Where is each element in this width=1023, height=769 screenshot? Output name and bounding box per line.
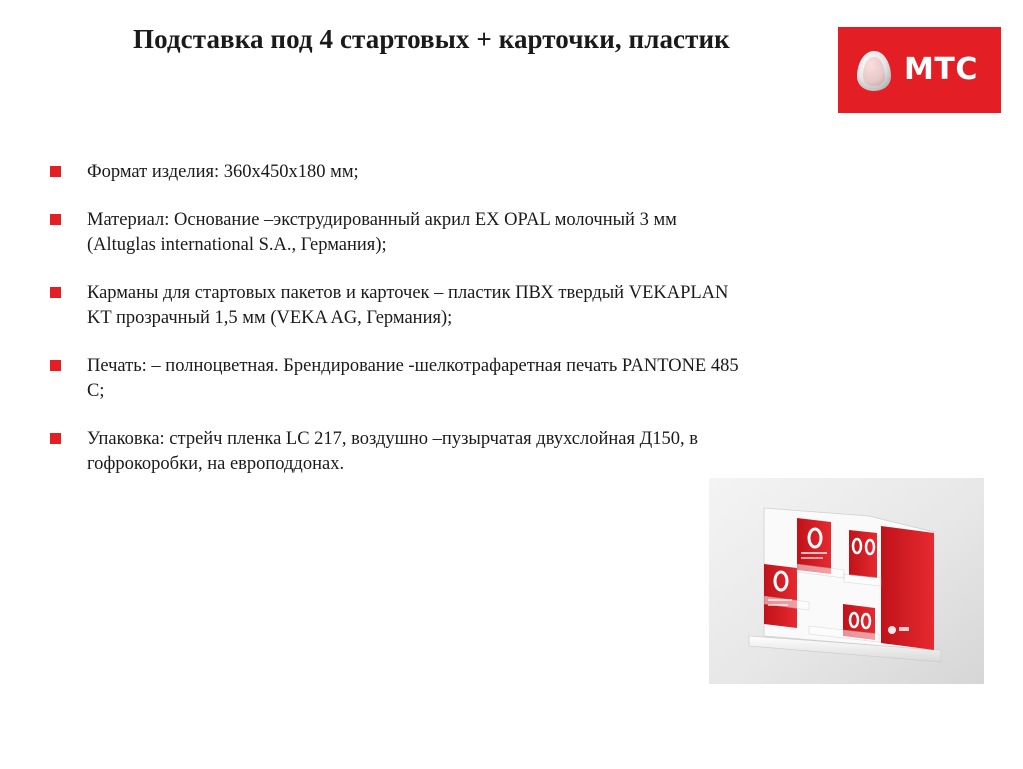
- list-item: [50, 281, 750, 331]
- bullet-marker: [50, 214, 61, 225]
- list-item: [50, 427, 750, 477]
- spec-packaging: Упаковка: стрейч пленка LC 217, воздушно –пузырчатая двухслойная Д150, в гофрокоробки, на европоддонах.: [87, 429, 698, 474]
- page-title: Подставка под 4 стартовых + карточки, пластик: [133, 24, 730, 54]
- product-photo: [709, 478, 984, 684]
- spec-format: Формат изделия: 360х450х180 мм;: [87, 162, 359, 182]
- bullet-marker: [50, 360, 61, 371]
- list-item: [50, 354, 750, 404]
- list-item: [50, 208, 750, 258]
- spec-pockets: Карманы для стартовых пакетов и карточек – пластик ПВХ твердый VEKAPLAN KT прозрачный 1,5 мм (VEKA AG, Германия);: [87, 283, 729, 328]
- logo-text: МТС: [904, 52, 978, 87]
- mts-logo: [838, 27, 1001, 113]
- spec-material: Материал: Основание –экструдированный акрил EX OPAL молочный 3 мм (Altuglas international S.A., Германия);: [87, 210, 677, 255]
- spec-print: Печать: – полноцветная. Брендирование -шелкотрафаретная печать PANTONE 485 C;: [87, 356, 739, 401]
- spec-list: [50, 160, 750, 500]
- list-item: [50, 160, 750, 185]
- bullet-marker: [50, 433, 61, 444]
- bullet-marker: [50, 287, 61, 298]
- bullet-marker: [50, 166, 61, 177]
- mts-egg-icon: [854, 49, 894, 93]
